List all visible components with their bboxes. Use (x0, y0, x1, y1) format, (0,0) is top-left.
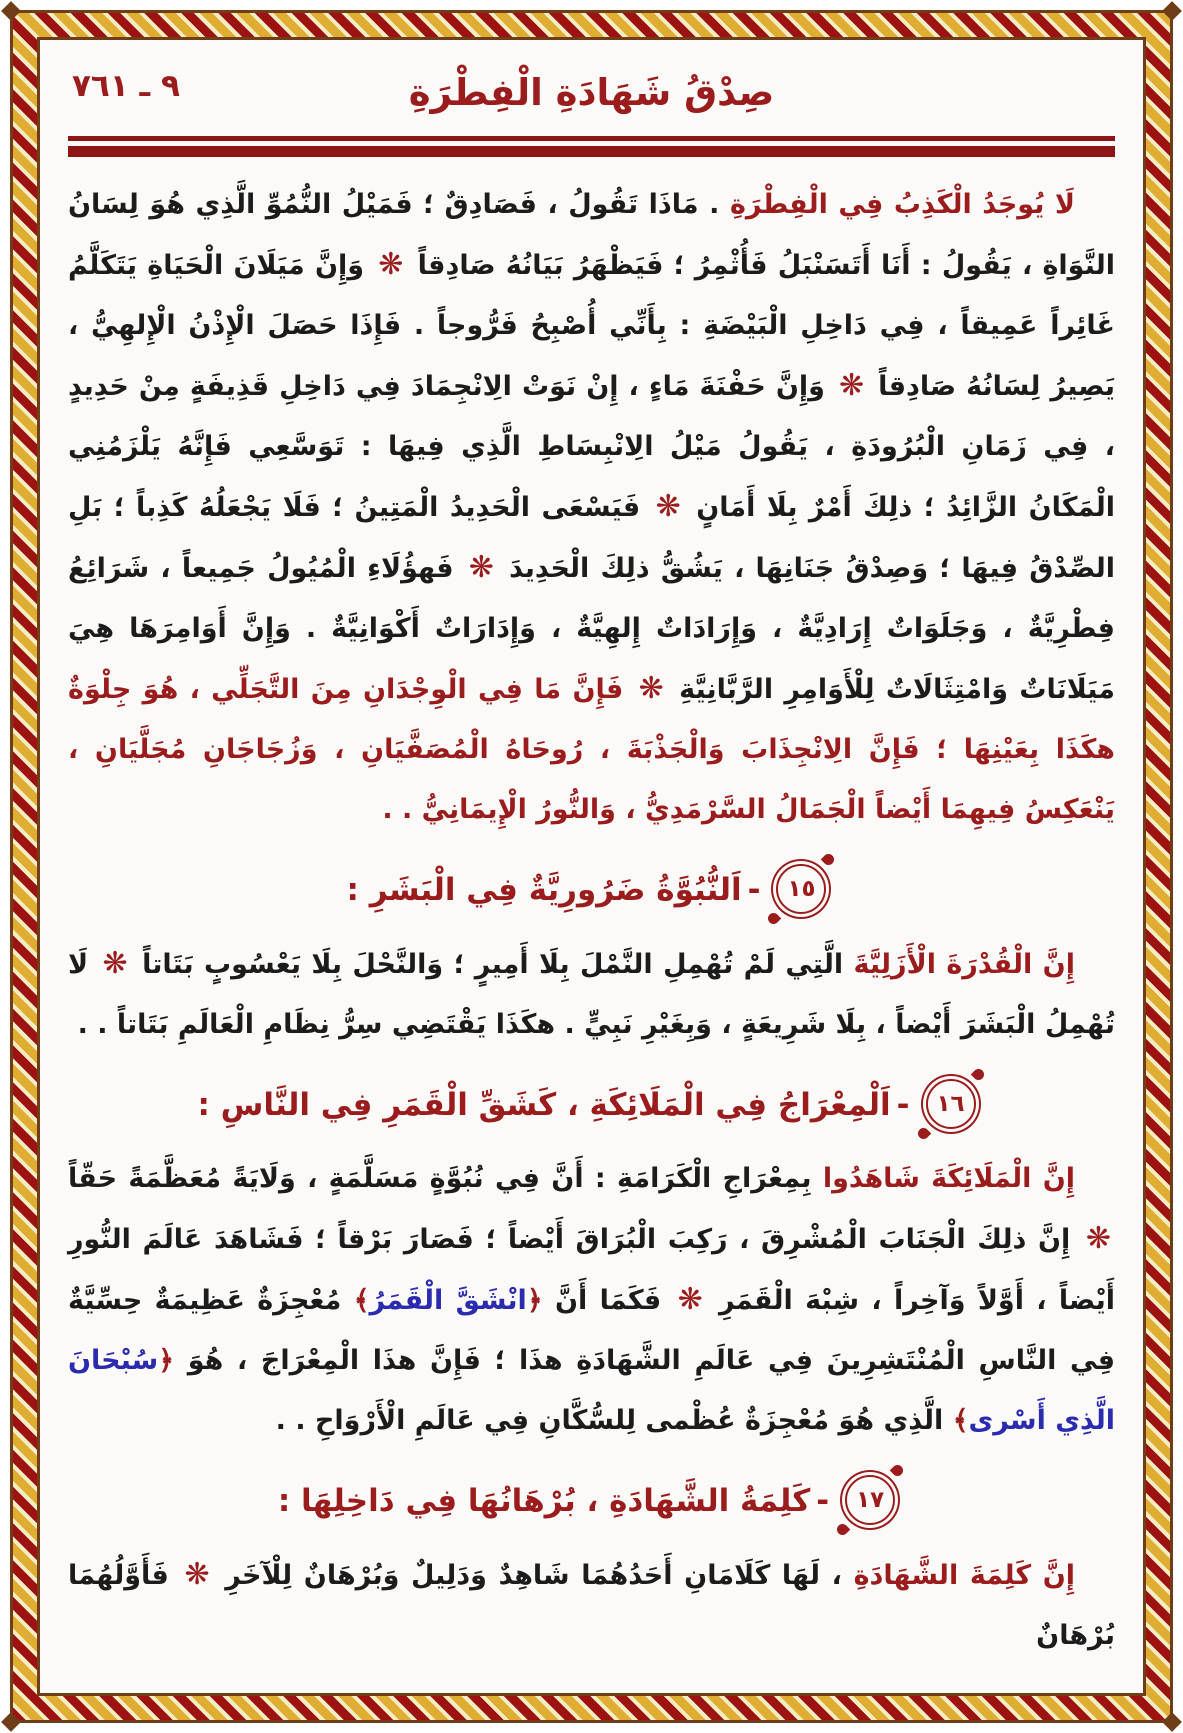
text-segment: فَكَمَا أَنَّ (542, 1285, 674, 1316)
ornate-bracket: ﴿ (526, 1285, 543, 1316)
rosette-icon: ❋ (655, 489, 681, 524)
highlighted-text-segment: إِنَّ كَلِمَةَ الشَّهَادَةِ (853, 1560, 1075, 1591)
highlighted-text-segment: فَإِنَّ مَا فِي الْوِجْدَانِ مِنَ التَّجَلِّي ، هُوَ جِلْوَةٌ هكَذَا بِعَيْنِهَا ؛ فَإِنَّ الِانْجِذَابَ وَالْجَذْبَةَ ، رُوحَاهُ الْمُصَفَّيَانِ ، وَزُجَاجَانِ مُجَلَّيَانِ ، يَنْعَكِسُ فِيهِمَا أَيْضاً الْجَمَالُ السَّرْمَدِيُّ ، وَالنُّورُ الْإِيمَانِيُّ . . (68, 674, 1115, 825)
heading-dash: - (896, 1087, 910, 1123)
divider-thin-line (68, 136, 1115, 141)
page-content (24, 24, 1159, 1709)
body-text (68, 175, 1115, 1666)
section-number-medallion: ١٥ (776, 864, 826, 914)
ornate-bracket: ﴿ (158, 1345, 175, 1376)
quran-quote: انْشَقَّ الْقَمَرُ (369, 1285, 527, 1316)
heading-dash: - (816, 1483, 830, 1519)
text-segment: مُعْجِزَةٌ عَظِيمَةٌ حِسِّيَّةٌ فِي النَّاسِ الْمُنْتَشِرِينَ فِي عَالَمِ الشَّهَادَةِ هذَا ؛ فَإِنَّ هذَا الْمِعْرَاجَ ، هُوَ (68, 1285, 1115, 1376)
rosette-icon: ❋ (638, 671, 664, 706)
section-heading (68, 860, 1115, 920)
section-heading-label: كَلِمَةُ الشَّهَادَةِ ، بُرْهَانُهَا فِي دَاخِلِهَا : (277, 1483, 811, 1519)
paragraph (68, 934, 1115, 1055)
divider-thick-line (68, 146, 1115, 157)
text-segment: ، لَهَا كَلَامَانِ أَحَدُهُمَا شَاهِدٌ وَدَلِيلٌ وَبُرْهَانٌ لِلْآخَرِ (213, 1560, 854, 1591)
rosette-icon: ❋ (839, 368, 865, 403)
text-segment: بِمِعْرَاجِ الْكَرَامَةِ : أَنَّ فِي نُبُوَّةٍ مَسَلَّمَةٍ ، وَلَايَةً مُعَظَّمَةً حَقّاً (68, 1163, 823, 1194)
ornate-bracket: ﴾ (353, 1285, 370, 1316)
paragraph (68, 175, 1115, 840)
rosette-icon: ❋ (677, 1282, 703, 1317)
section-heading (68, 1471, 1115, 1531)
text-segment: فَيَسْعَى الْحَدِيدُ الْمَتِينُ ؛ فَلَا يَجْعَلُهُ كَذِباً ؛ بَلِ الصِّدْقُ فِيهَا ؛ وَصِدْقُ جَنَانِهَا ، يَشُقُّ ذلِكَ الْحَدِيدَ (68, 492, 1115, 584)
text-segment: وَإِنَّ حَفْنَةَ مَاءٍ ، إِنْ نَوَتْ الِانْجِمَادَ فِي دَاخِلِ قَذِيفَةٍ مِنْ حَدِيدٍ ، فِي زَمَانِ الْبُرُودَةِ ، يَقُولُ مَيْلُ الِانْبِسَاطِ الَّذِي فِيهَا : تَوَسَّعِي فَإِنَّهُ يَلْزَمُنِي الْمَكَانُ الزَّائِدُ ؛ ذلِكَ أَمْرٌ بِلَا أَمَانٍ (68, 371, 1115, 523)
corner-ornament (1162, 1712, 1182, 1732)
corner-ornament (1, 1, 21, 21)
quran-quote: سُبْحَانَ الَّذِي أَسْرى (68, 1345, 1115, 1436)
page-title: صِدْقُ شَهَادَةِ الْفِطْرَةِ (408, 71, 775, 114)
rosette-icon: ❋ (468, 550, 494, 585)
highlighted-text-segment: إِنَّ الْمَلَائِكَةَ شَاهَدُوا (822, 1163, 1075, 1194)
text-segment: لَا تُهْمِلُ الْبَشَرَ أَيْضاً ، بِلَا شَرِيعَةٍ ، وَبِغَيْرِ نَبِيٍّ . هكَذَا يَقْتَضِي سِرُّ نِظَامِ الْعَالَمِ بَتَاتاً . . (68, 949, 1115, 1040)
highlighted-text-segment: لَا يُوجَدُ الْكَذِبُ فِي الْفِطْرَةِ (729, 189, 1075, 220)
heading-dash: - (747, 872, 761, 908)
paragraph (68, 1149, 1115, 1451)
text-segment: وَإِنَّ مَيَلَانَ الْحَيَاةِ يَتَكَلَّمُ غَائِراً عَمِيقاً ، فِي دَاخِلِ الْبَيْضَةِ : بِأَنِّي أُصْبِحُ فَرُّوجاً . فَإِذَا حَصَلَ الْإِذْنُ الْإِلهِيُّ ، يَصِيرُ لِسَانُهُ صَادِقاً (68, 250, 1115, 402)
highlighted-text-segment: إِنَّ الْقُدْرَةَ الْأَزَلِيَّةَ (853, 949, 1075, 980)
paragraph (68, 1545, 1115, 1666)
section-number-medallion: ١٦ (926, 1079, 976, 1129)
page-number: ٩ ـ ٧٦١ (72, 68, 180, 104)
text-segment: الَّذِي هُوَ مُعْجِزَةٌ عُظْمى لِلسُّكَّانِ فِي عَالَمِ الْأَرْوَاحِ . . (275, 1405, 953, 1436)
corner-ornament (1, 1712, 21, 1732)
text-segment: إِنَّ ذلِكَ الْجَنَابَ الْمُشْرِقَ ، رَكِبَ الْبُرَاقَ أَيْضاً ؛ فَصَارَ بَرْقاً ؛ فَشَاهَدَ عَالَمَ النُّورِ أَيْضاً ، أَوَّلاً وَآخِراً ، شِبْهَ الْقَمَرِ (68, 1224, 1116, 1316)
text-segment: . مَاذَا تَقُولُ ، فَصَادِقٌ ؛ فَمَيْلُ النُّمُوِّ الَّذِي هُوَ لِسَانُ النَّوَاةِ ، يَقُولُ : أَنَا أَتَسَنْبَلُ فَأُثْمِرُ ؛ فَيَظْهَرُ بَيَانُهُ صَادِقاً (68, 189, 1115, 281)
section-heading (68, 1075, 1115, 1135)
corner-ornament (1162, 1, 1182, 21)
section-heading-label: اَلنُّبُوَّةُ ضَرُورِيَّةٌ فِي الْبَشَرِ : (346, 872, 742, 908)
text-segment: فَأَوَّلُهُمَا بُرْهَانٌ (68, 1560, 1115, 1651)
rosette-icon: ❋ (102, 946, 128, 981)
rosette-icon: ❋ (378, 247, 404, 282)
rosette-icon: ❋ (184, 1557, 210, 1592)
section-heading-label: اَلْمِعْرَاجُ فِي الْمَلَائِكَةِ ، كَشَقِّ الْقَمَرِ فِي النَّاسِ : (197, 1087, 891, 1123)
text-segment: الَّتِي لَمْ تُهْمِلِ النَّمْلَ بِلَا أَمِيرٍ ؛ وَالنَّحْلَ بِلَا يَعْسُوبٍ بَتَاتاً (131, 949, 854, 980)
rosette-icon: ❋ (1085, 1221, 1111, 1256)
header-divider (68, 136, 1115, 157)
ornate-bracket: ﴾ (952, 1405, 969, 1436)
page-header (68, 60, 1115, 126)
text-segment: فَهؤُلَاءِ الْمُيُولُ جَمِيعاً ، شَرَائِعُ فِطْرِيَّةٌ ، وَجَلَوَاتٌ إِرَادِيَّةٌ ، وَإِرَادَاتٌ إِلهِيَّةٌ ، وَإِدَارَاتٌ أَكْوَانِيَّةٌ . وَإِنَّ أَوَامِرَهَا هِيَ مَيَلَانَاتٌ وَامْتِثَالَاتٌ لِلْأَوَامِرِ الرَّبَّانِيَّةِ (68, 553, 1115, 705)
section-number-medallion: ١٧ (845, 1475, 895, 1525)
